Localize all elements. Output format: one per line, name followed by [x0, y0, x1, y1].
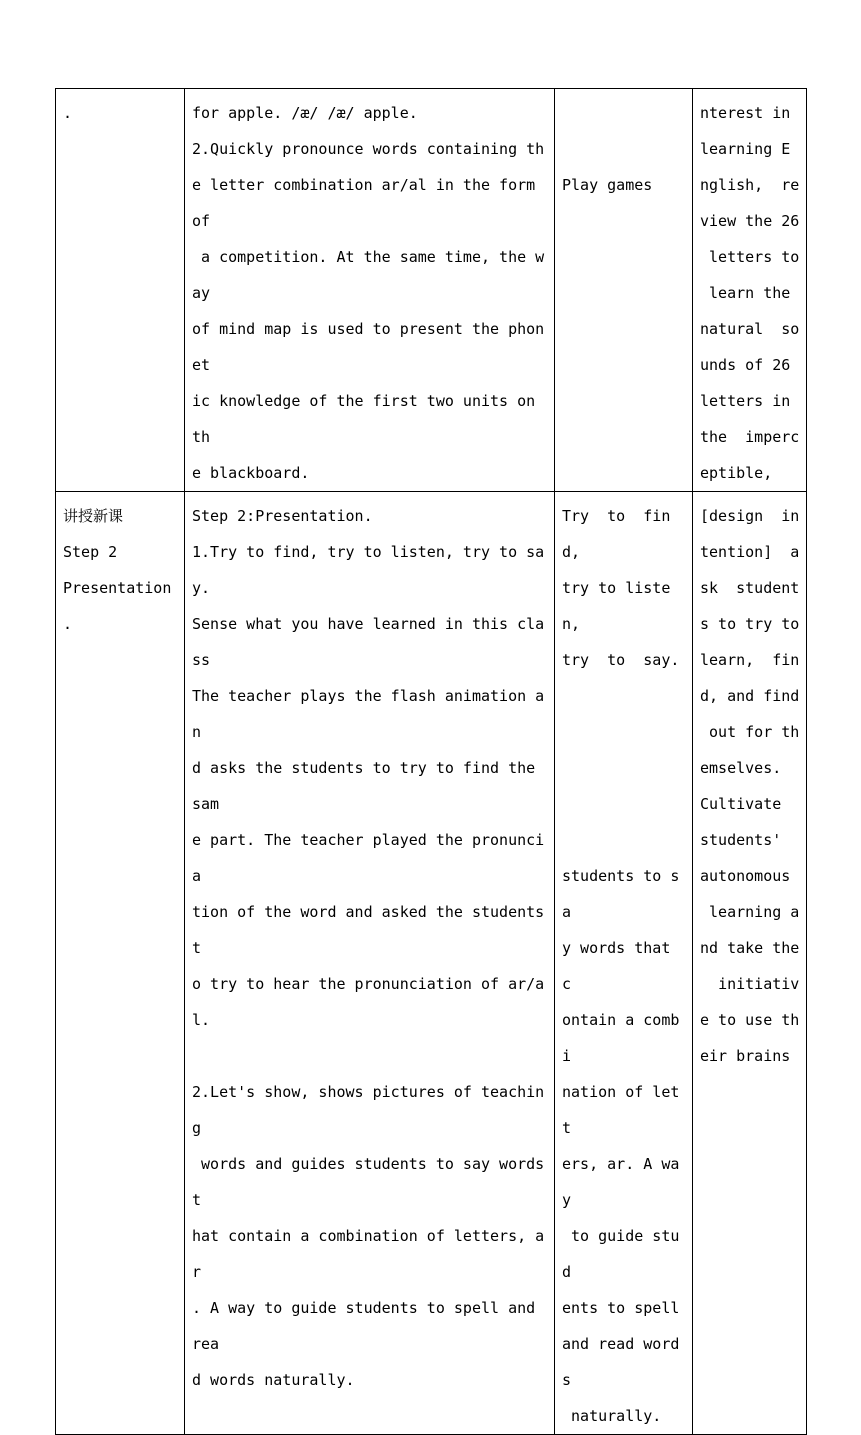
text-line: students'	[700, 831, 782, 849]
text-line: try to listen,	[562, 579, 671, 633]
text-line: autonomous	[700, 867, 791, 885]
text-line: tention] a	[700, 543, 800, 561]
text-line: y words that c	[562, 939, 680, 993]
stage-cell	[56, 492, 185, 1435]
text-line: 1.Try to find, try to listen, try to say.	[192, 543, 545, 597]
text-line: letters to	[700, 248, 800, 266]
text-line: initiativ	[700, 975, 800, 993]
text-line: nglish, re	[700, 176, 800, 194]
text-line: o try to hear the pronunciation of ar/al.	[192, 975, 545, 1029]
text-line: [design in	[700, 507, 800, 525]
text-line: e to use th	[700, 1011, 800, 1029]
text-line: nterest in	[700, 104, 791, 122]
teacher-activity-cell	[185, 89, 555, 492]
student-activity-cell	[555, 89, 693, 492]
text-line: Cultivate	[700, 795, 782, 813]
text-line: students to sa	[562, 867, 680, 921]
text-line: the imperc	[700, 428, 800, 446]
text-line: letters in	[700, 392, 791, 410]
text-line: emselves.	[700, 759, 782, 777]
text-line: ic knowledge of the first two units on th	[192, 392, 545, 446]
design-intention-cell	[693, 492, 807, 1435]
text-line: for apple. /æ/ /æ/ apple.	[192, 104, 418, 122]
text-line: to guide stud	[562, 1227, 680, 1281]
text-line: hat contain a combination of letters, ar	[192, 1227, 545, 1281]
text-line: tion of the word and asked the students t	[192, 903, 554, 957]
student-activity-text: Play games	[562, 176, 653, 194]
text-line: of mind map is used to present the phonet	[192, 320, 545, 374]
text-line: Sense what you have learned in this class	[192, 615, 545, 669]
text-line: The teacher plays the flash animation an	[192, 687, 545, 741]
text-line: a competition. At the same time, the way	[192, 248, 545, 302]
text-line: 讲授新课	[63, 507, 124, 525]
teacher-activity-cell	[185, 492, 555, 1435]
text-line: out for th	[700, 723, 800, 741]
stage-cell	[56, 89, 185, 492]
text-line: Presentation	[63, 579, 172, 597]
text-line: view the 26	[700, 212, 800, 230]
text-line: learn, fin	[700, 651, 800, 669]
text-line: Step 2:Presentation.	[192, 507, 373, 525]
table-row	[56, 492, 807, 1435]
text-line: sk student	[700, 579, 800, 597]
lesson-plan-table	[55, 88, 807, 1435]
text-line: learning a	[700, 903, 800, 921]
text-line: s to try to	[700, 615, 800, 633]
text-line: learning E	[700, 140, 791, 158]
stage-text: .	[63, 104, 73, 122]
text-line: 2.Let's show, shows pictures of teaching	[192, 1083, 545, 1137]
text-line: eptible,	[700, 464, 773, 482]
table-row	[56, 89, 807, 492]
text-line: e letter combination ar/al in the form of	[192, 176, 545, 230]
text-line: and read words	[562, 1335, 680, 1389]
text-line: natural so	[700, 320, 800, 338]
text-line: words and guides students to say words t	[192, 1155, 554, 1209]
text-line: e part. The teacher played the pronuncia	[192, 831, 545, 885]
text-line: e blackboard.	[192, 464, 310, 482]
text-line: naturally.	[562, 1407, 662, 1425]
text-line: d words naturally.	[192, 1371, 355, 1389]
text-line: nd take the	[700, 939, 800, 957]
text-line: 2.Quickly pronounce words containing th	[192, 140, 545, 158]
text-line: . A way to guide students to spell and rea	[192, 1299, 545, 1353]
text-line: d, and find	[700, 687, 800, 705]
text-line: ontain a combi	[562, 1011, 680, 1065]
text-line: nation of lett	[562, 1083, 680, 1137]
text-line: learn the	[700, 284, 791, 302]
text-line: .	[63, 615, 73, 633]
text-line: Try to find,	[562, 507, 671, 561]
text-line: eir brains	[700, 1047, 791, 1065]
text-line: d asks the students to try to find the sam	[192, 759, 545, 813]
text-line: ers, ar. A way	[562, 1155, 680, 1209]
text-line: unds of 26	[700, 356, 791, 374]
design-intention-cell	[693, 89, 807, 492]
text-line: try to say.	[562, 651, 680, 669]
text-line: Step 2	[63, 543, 118, 561]
student-activity-cell	[555, 492, 693, 1435]
text-line: ents to spell	[562, 1299, 680, 1317]
